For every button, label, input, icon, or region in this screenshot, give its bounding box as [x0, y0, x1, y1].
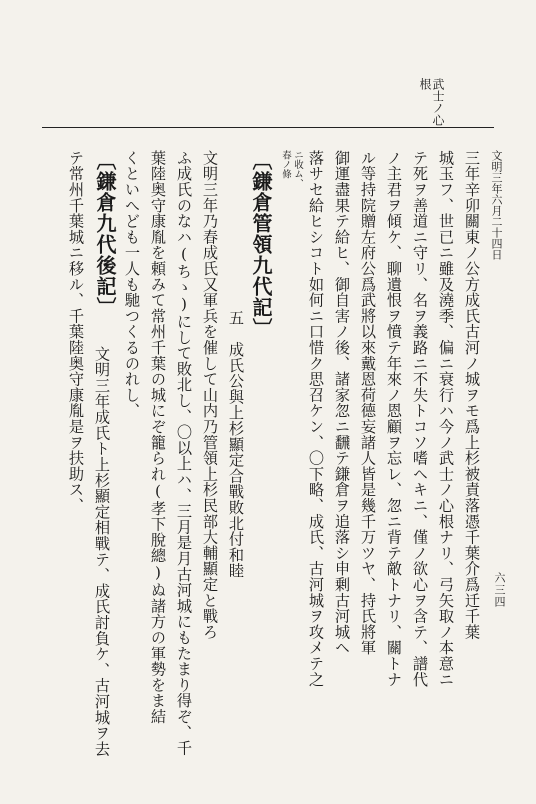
annotation-column: 春ノ條: [280, 150, 291, 179]
text-column: テ死ヲ善道ニ守リ、名ヲ義路ニ不失トコソ嗜ヘキニ、僅ノ欲心ヲ含テ、譜代: [411, 150, 429, 688]
header-note-line2: 根: [418, 78, 432, 90]
text-column: 落サセ給ヒシコト如何ニ口惜ク思召ケン、〇下略、成氏、古河城ヲ攻メテ之: [307, 150, 325, 688]
text-column: 三年辛卯關東ノ公方成氏古河ノ城ヲモ爲上杉被責落憑千葉介爲迁千葉: [463, 150, 481, 640]
annotation-column: ニ收ム、: [292, 150, 303, 188]
header-note-line1: 武士ノ心: [431, 78, 445, 126]
section-subtitle: 五 成氏公與上杉顯定合戰敗北付和睦: [227, 310, 245, 579]
text-column: ふ成氏のなハ(ちゝ)にして敗北し、〇以上ハ、三月是月古河城にもたまり得ぞ、千: [175, 150, 193, 756]
date-line: 文明三年六月二十四日: [490, 150, 503, 260]
text-column: くといへども一人も馳つくるのれし、: [123, 150, 141, 419]
text-column: ノ主君ヲ傾ケ、聊遺恨ヲ憤テ年來ノ恩顧ヲ忘レ、忽ニ背テ敵トナリ、關トナ: [385, 150, 403, 688]
text-column: 城玉フ、世已ニ雖及澆季、偏ニ衰行ハ今ノ武士ノ心根ナリ、弓矢取ノ本意ニ: [437, 150, 455, 688]
text-column: 御運盡果テ給ヒ、御自害ノ後、諸家忽ニ飜テ鎌倉ヲ追落シ申剰古河城ヘ: [333, 150, 351, 656]
vertical-text-body: [40, 150, 524, 778]
running-header-note: [418, 78, 444, 126]
text-column: 葉陸奥守康胤を頼みて常州千葉の城にぞ籠られ(孝下脫總)ぬ諸方の軍勢をま結: [149, 150, 167, 725]
text-column: 文明三年乃春成氏又軍兵を催して山内乃管領上杉民部大輔顯定と戰ろ: [201, 150, 219, 640]
text-column: ル等持院贈左府公爲武將以來戴恩荷德妄諸人皆是幾千万ツヤ、持氏將軍: [359, 150, 377, 656]
section-heading: 〔鎌倉九代後記〕: [93, 150, 117, 318]
header-rule: [42, 127, 494, 128]
text-column: テ常州千葉城ニ移ル、千葉陸奥守康胤是ヲ扶助ス、: [67, 150, 85, 514]
text-column: 文明三年成氏ト上杉顯定相戰テ、成氏討負ケ、古河城ヲ去: [93, 346, 111, 757]
page-number: 六三四: [493, 572, 506, 608]
section-heading: 〔鎌倉管領九代記〕: [249, 150, 273, 339]
